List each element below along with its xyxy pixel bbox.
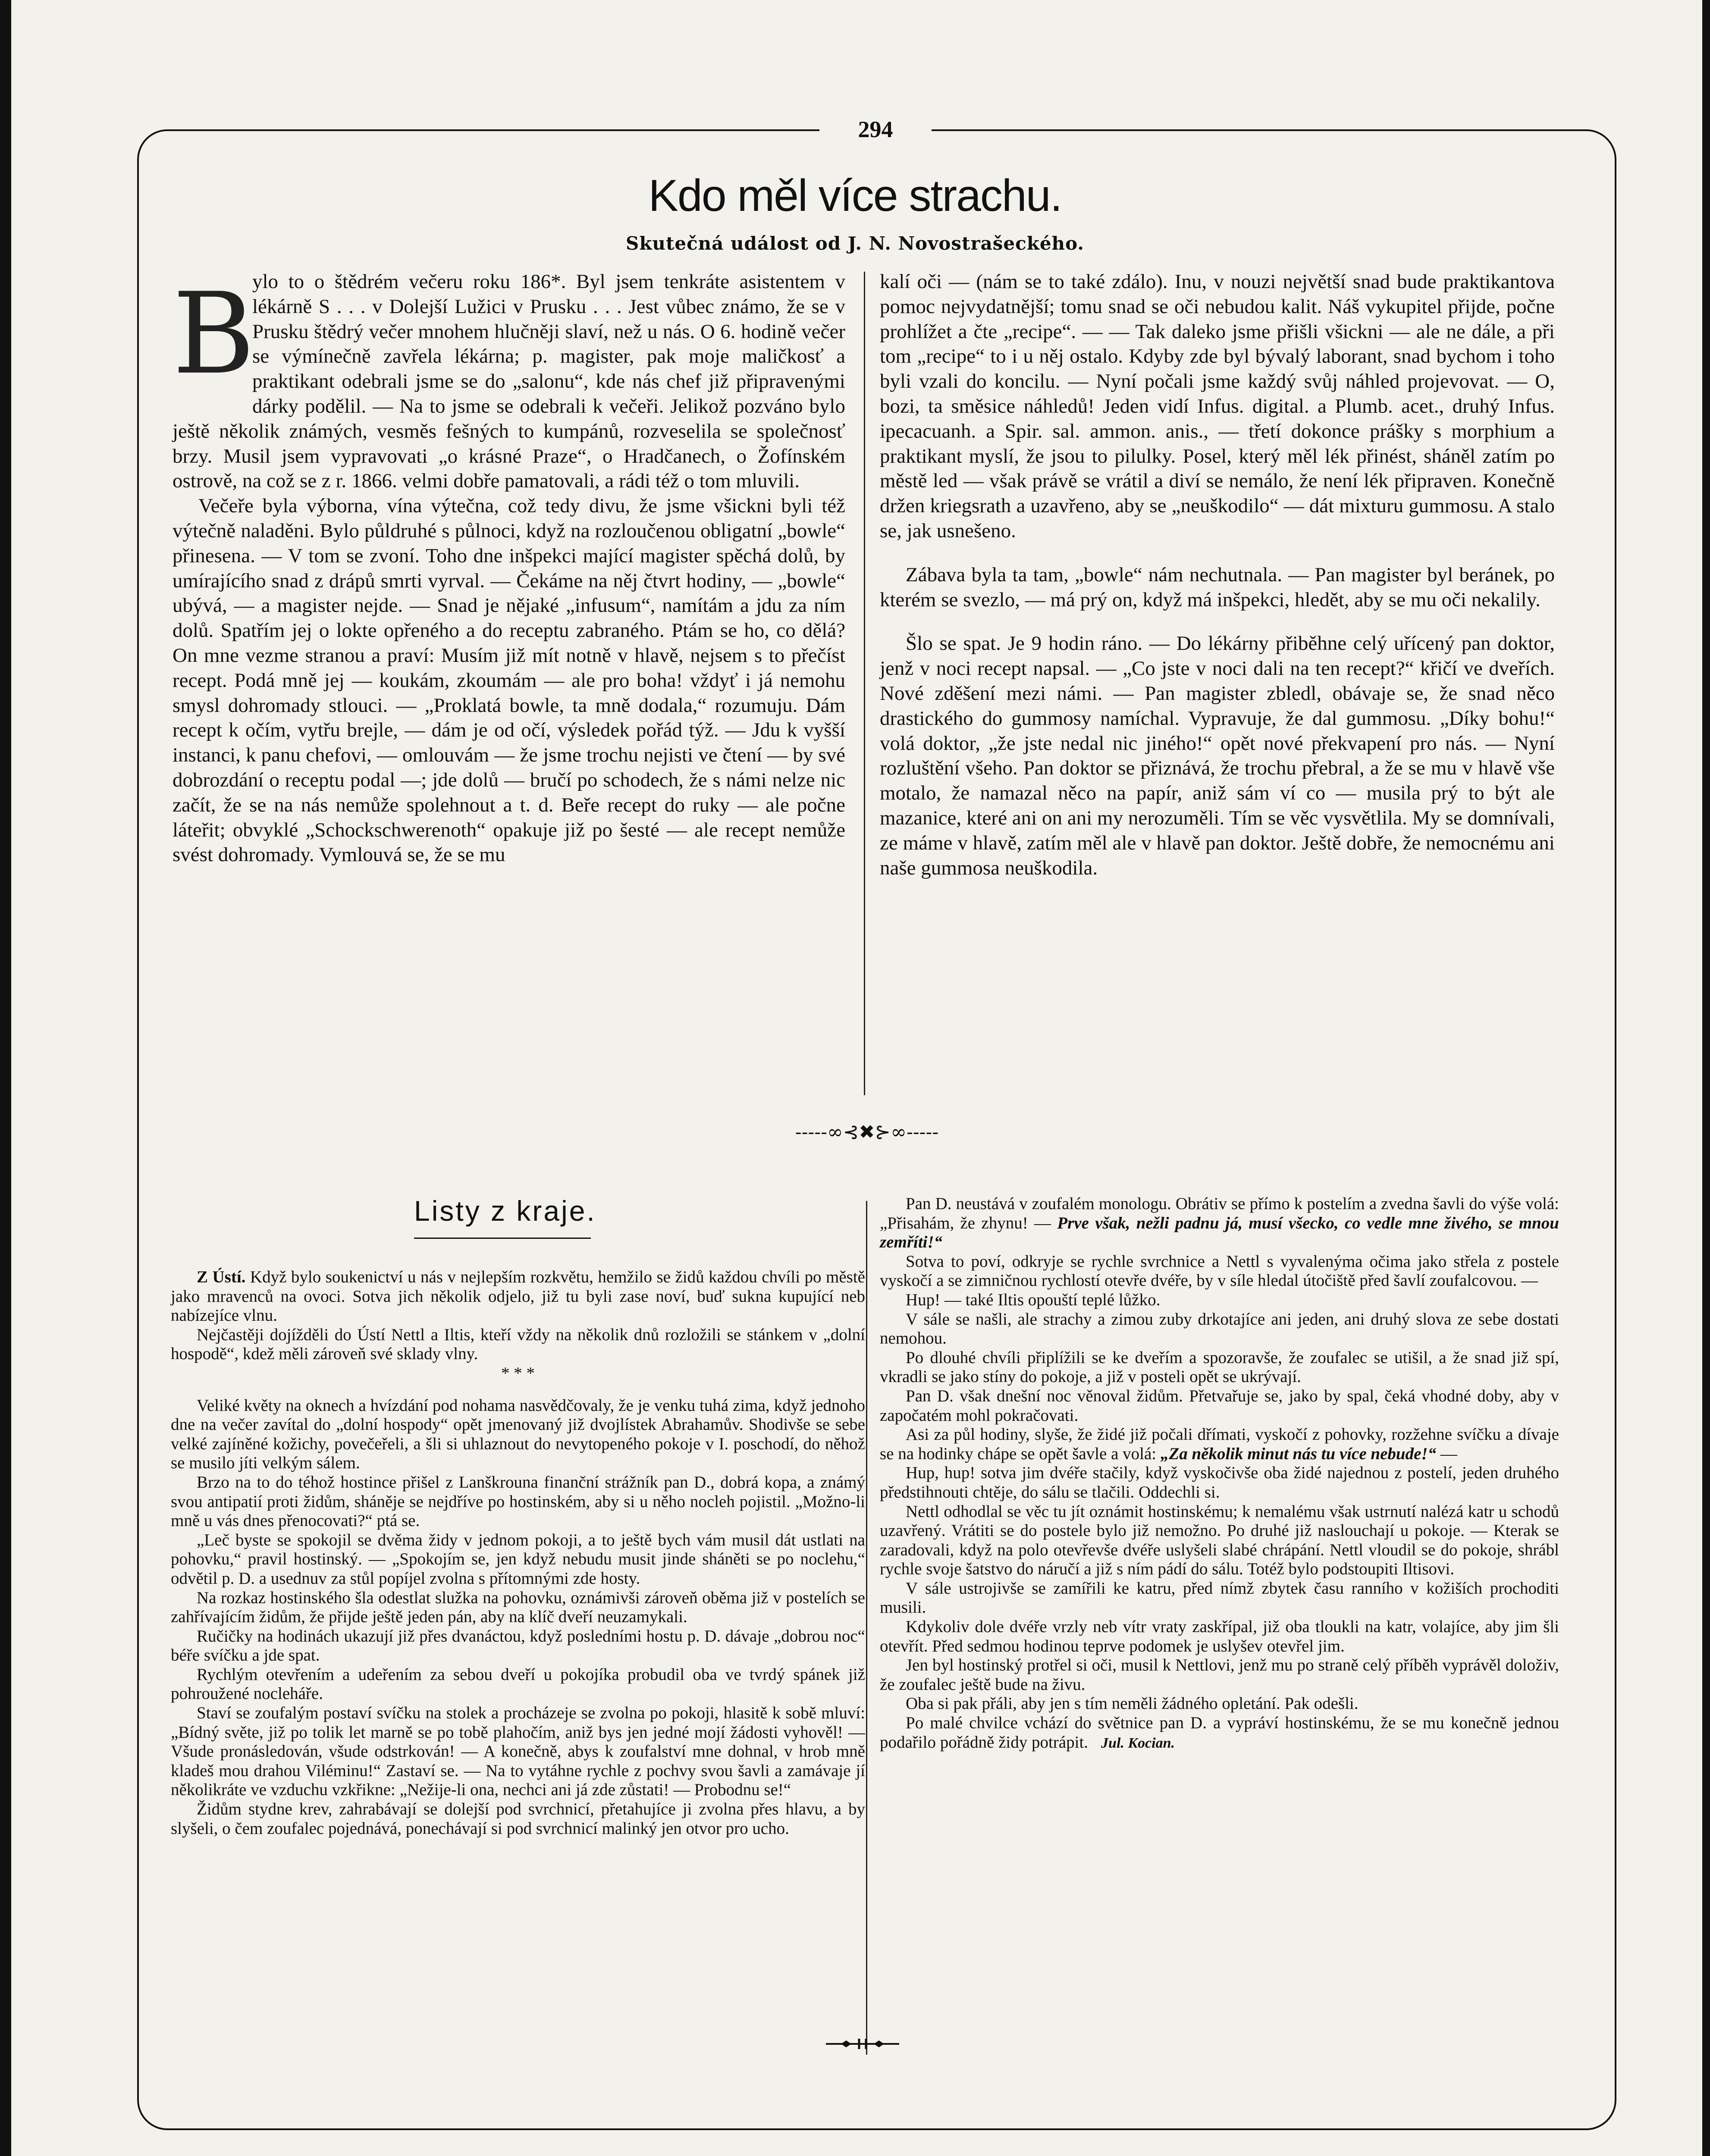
author-signature: Jul. Kocian. <box>1101 1735 1175 1751</box>
section-paragraph <box>880 1194 1559 1252</box>
section-paragraph: V sále se našli, ale strachy a zimou zuby drkotajíce ani jeden, ani druhý slova ze sebe dostati nemohou. <box>880 1310 1559 1348</box>
paragraph-text: Asi za půl hodiny, slyše, že židé již počali dřímati, vyskočí z pohovky, rozžehne svíčku a dívaje se na hodinky chápe se opět šavle a volá: <box>880 1425 1559 1463</box>
section-title-rule <box>414 1238 591 1239</box>
section-ornament: -----∞⊰✖⊱∞----- <box>795 1121 939 1143</box>
paragraph-text: Když bylo soukenictví u nás v nejlepším rozkvětu, hemžilo se židů každou chvíli po městě jako mravenců na ovoci. Sotva jich několik odjelo, již tu byli zase noví, buď sukna kupující neb nabízejíce vlnu. <box>171 1268 865 1325</box>
section-paragraph <box>880 1425 1559 1463</box>
emphasis-text: Prve však, nežli padnu já, musí všecko, co vedle mne živého, se mnou zemříti!“ <box>880 1213 1559 1252</box>
section-paragraph: Oba si pak přáli, aby jen s tím neměli žádného opletání. Pak odešli. <box>906 1694 1359 1713</box>
paragraph-text: Nejčastěji dojížděli do Ústí Nettl a Iltis, kteří vždy na několik dnů rozložili se stánkem v „dolní hospodě“, kdež měli zároveň své sklady vlny. <box>171 1325 865 1363</box>
column-divider <box>866 1201 867 2055</box>
article-paragraph: Zábava byla ta tam, „bowle“ nám nechutnala. — Pan magister byl beránek, po kterém se svezlo, — má prý on, když má inšpekci, hledět, aby se mu oči nekalily. <box>880 563 1555 611</box>
dropcap-letter: B <box>173 269 255 399</box>
section-paragraph: Staví se zoufalým postaví svíčku na stolek a procházeje se zvolna po pokoji, hlasitě k sobě mluví: „Bídný světe, již po tolik let marně se po tobě plahočím, aniž bys jen jedné mojí žádosti vyhověl! — Všude pronásledován, všude odstrkován! — A konečně, abys k zoufalství mne dohnal, v hrob mně kladeš mou drahou Viléminu!“ Zastaví se. — Na to vytáhne rychle z pochvy svou šavli a zamávaje jí několikráte ve vzduchu vzkřikne: „Nežije-li ona, nechci ani já zde zůstati! — Probodnu se!“ <box>171 1704 865 1799</box>
article-paragraph: kalí oči — (nám se to také zdálo). Inu, v nouzi největší snad bude praktikantova pomoc nejvydatnější; tomu snad se oči nebudou kalit. Náš vykupitel přijde, počne prohlížet a čte „recipe“. — — Tak daleko jsme přišli všickni — ale ne dále, a při tom „recipe“ to i u něj ostalo. Kdyby zde byl bývalý laborant, snad bychom i toho byli vzali do koncilu. — Nyní počali jsme každý svůj náhled projevovat. — O, bozi, ta směsice náhledů! Jeden vidí Infus. digital. a Plumb. acet., druhý Infus. ipecacuanh. a Spir. sal. ammon. anis., — třetí dokonce prášky s morphium a praktikant myslí, že jsou to pilulky. Posel, který měl lék přinést, sháněl zatím po městě led — však právě se vrátil a diví se nemálo, že není lék připraven. Konečně držen kriegsrath a uzavřeno, aby se „neuškodilo“ — dát mixturu gummosu. A stalo se, jak usnešeno. <box>880 270 1555 542</box>
paragraph-text: Pan D. neustává v zoufalém monologu. Obrátiv se přímo k postelím a zvedna šavli do výše volá: „Přisahám, že zhynu! — <box>880 1194 1559 1232</box>
scan-edge-left <box>0 0 11 2156</box>
place-lead: Z Ústí. <box>197 1268 246 1286</box>
article-paragraph: Šlo se spat. Je 9 hodin ráno. — Do lékárny přiběhne celý uřícený pan doktor, jenž v noci recept napsal. — „Co jste v noci dali na ten recept?“ křičí ve dveřích. Nové zděšení mezi námi. — Pan magister zbledl, obávaje se, že snad něco drastického do gummosy namíchal. Vypravuje, že dal gummosu. „Díky bohu!“ volá doktor, „že jste nedal nic jiného!“ opět nové překvapení pro nás. — Nyní rozluštění všeho. Pan doktor se přiznává, že trochu přebral, a že se mu v hlavě vše motalo, že namazal něco na papír, aniž sám ví co — musila prý to být ale mazanice, které ani on ani my nerozuměli. Tím se věc vysvětlila. My se domnívali, ze máme v hlavě, zatím měl ale v hlavě pan doktor. Ještě dobře, že nemocnému ani naše gummosa neuškodila. <box>880 632 1555 879</box>
end-ornament-icon <box>824 2035 901 2053</box>
article-column-right <box>880 270 1555 881</box>
article-byline: Skutečná událost od J. N. Novostrašeckého. <box>625 233 1084 254</box>
section-paragraph <box>880 1714 1559 1753</box>
section-paragraph: Hup! — také Iltis opouští teplé lůžko. <box>906 1290 1161 1309</box>
section-paragraph: Židům stydne krev, zahrabávají se dolejší pod svrchnicí, přetahujíce ji zvolna přes hlavu, a by slyšeli, o čem zoufalec pojednává, ponechávají si pod svrchnicí malinký jen otvor pro ucho. <box>171 1800 865 1838</box>
section-paragraph <box>171 1326 865 1364</box>
article-paragraph: Večeře byla výborna, vína výtečna, což tedy divu, že jsme všickni byli též výtečně naladěni. Bylo půldruhé s půlnoci, když na rozloučenou obligatní „bowle“ přinesena. — V tom se zvoní. Toho dne inšpekci mající magister spěchá dolů, by umírajícího snad z drápů smrti vyrval. — Čekáme na něj čtvrt hodiny, — „bowle“ ubývá, — a magister nejde. — Snad je nějaké „infusum“, namítám a jdu za ním dolů. Spatřím jej o lokte opřeného a do receptu zabraného. Ptám se ho, co dělá? On mne vezme stranou a praví: Musím již mít notně v hlavě, nejsem s to přečíst recept. Podá mně jej — koukám, zkoumám — ale pro boha! vždyť i já nemohu smysl dohromady stlouci. — „Proklatá bowle, ta mně dodala,“ rozumuju. Dám recept k očím, vytřu brejle, — dám je od očí, výsledek pořád týž. — Jdu k vyšší instanci, k panu chefovi, — omlouvám — že jsme trochu nejisti ve čtení — by své dobrozdání o receptu podal —; jde dolů — bručí po schodech, že s námi nelze nic začít, že se na nás nemůže spolehnout a t. d. Beře recept do ruky — ale počne láteřit; obvyklé „Schockschwerenoth“ opakuje již po šesté — ale recept nemůže svést dohromady. Vymlouvá se, že se mu <box>173 495 845 866</box>
section-paragraph: Nettl odhodlal se věc tu jít oznámit hostinskému; k nemalému však ustrnutí nalézá katr u schodů uzavřený. Vrátiti se do postele bylo již nemožno. Po druhé již naslouchají u pokoje. — Kterak se zaradovali, když na polo otevřevše dvéře uslyšeli slabé chrápání. Nettl vloudil se do pokoje, shrábl rychle svoje šatstvo do náručí a již s ním pádí do sálu. Totéž bylo podstoupiti Iltisovi. <box>880 1502 1559 1579</box>
section-paragraph: Kdykoliv dole dvéře vrzly neb vítr vraty zaskřípal, již oba tloukli na katr, volajíce, aby jim šli otevřít. Před sedmou hodinou teprve podomek je uslyšev otevřel jim. <box>880 1617 1559 1655</box>
section-paragraph: „Leč byste se spokojil se dvěma židy v jednom pokoji, a to ještě bych vám musil dát ustlati na pohovku,“ pravil hostinský. — „Spokojím se, jen když nebudu musit jinde sháněti se po noclehu,“ odvětil p. D. a usednuv za stůl popíjel zvolna s přítomnými zde hosty. <box>171 1530 865 1588</box>
column-divider <box>864 272 865 1095</box>
page-number: 294 <box>819 114 932 144</box>
section-column-right <box>880 1194 1559 1753</box>
section-paragraph: Sotva to poví, odkryje se rychle svrchnice a Nettl s vyvalenýma očima jako střela z postele vyskočí a se zimničnou rychlostí otevře dvéře, by v síle hledal útočiště před šavlí zoufalcovou. — <box>880 1252 1559 1290</box>
paragraph-text: — <box>1436 1444 1457 1463</box>
paragraph-text: Po malé chvilce vchází do světnice pan D. a vypráví hostinskému, že se mu konečně jednou podařilo pořádně židy potrápit. <box>880 1714 1559 1752</box>
section-paragraph: Jen byl hostinský protřel si oči, musil k Nettlovi, jenž mu po straně celý příběh vyprávěl doloživ, že zoufalec ještě bude na živu. <box>880 1656 1559 1694</box>
section-paragraph: V sále ustrojivše se zamířili ke katru, před nímž zbytek času ranního v kožiších prochoditi musili. <box>880 1579 1559 1617</box>
section-paragraph: Pan D. však dnešní noc věnoval židům. Přetvařuje se, jako by spal, čeká vhodné doby, aby v započatém mohl pokračovati. <box>880 1386 1559 1425</box>
section-paragraph: Hup, hup! sotva jim dvéře stačily, když vyskočivše oba židé najednou z postelí, jeden druhého předstihnouti chtěje, do sálu se tlačili. Oddechli si. <box>880 1463 1559 1501</box>
section-paragraph: Na rozkaz hostinského šla odestlat služka na pohovku, oznámivši zároveň oběma již v postelích se zahřívajícím židům, že přijde ještě jeden pán, aby na klíč dveří neuzamykali. <box>171 1588 865 1626</box>
end-ornament <box>824 2035 901 2053</box>
scan-edge-right <box>1702 0 1710 2156</box>
section-paragraph: Po dlouhé chvíli připlížili se ke dveřím a spozoravše, že zoufalec se utišil, a že snad již spí, vkradli se jako stíny do pokoje, a již v posteli opět se ukrývají. <box>880 1348 1559 1386</box>
section-paragraph: Veliké květy na oknech a hvízdání pod nohama nasvědčovaly, že je venku tuhá zima, když jednoho dne na večer zavítal do „dolní hospody“ opět jmenovaný již dvojlístek Abrahamův. Shodivše se sebe velké zajíněné kožichy, povečeřeli, a šli si uhlaznout do nevytopeného pokoje v I. poschodí, do něhož se musilo jíti velkým sálem. <box>171 1396 865 1473</box>
article-paragraph: ylo to o štědrém večeru roku 186*. Byl jsem tenkráte asistentem v lékárně S . . . v Dolejší Lužici v Prusku . . . Jest vůbec známo, že se v Prusku štědrý večer mnohem hlučněji slaví, než u nás. O 6. hodině večer se výmínečně zavřela lékárna; p. magister, pak moje maličkosť a praktikant odebrali jsme se do „salonu“, kde nás chef již připravenými dárky podělil. — Na to jsme se odebrali k večeři. Jelikož pozváno bylo ještě několik známých, vesměs fešných to kumpánů, rozveselila se společnosť brzy. Musil jsem vypravovati „o krásné Praze“, o Hradčanech, o Žofínském ostrově, na což se z r. 1866. velmi dobře pamatovali, a rádi též o tom mluvili. <box>173 270 845 492</box>
section-paragraph: Rychlým otevřením a udeřením za sebou dveří u pokojíka probudil oba ve tvrdý spánek již pohroužené nocleháře. <box>171 1665 865 1703</box>
title-spacer <box>171 1216 865 1268</box>
section-column-left <box>171 1216 865 1838</box>
emphasis-text: „Za několik minut nás tu více nebude!“ <box>1160 1444 1437 1463</box>
article-column-left <box>173 270 845 868</box>
article-title: Kdo měl více strachu. <box>648 171 1062 221</box>
section-title: Listy z kraje. <box>414 1195 596 1227</box>
section-stars: * * * <box>501 1363 535 1382</box>
section-paragraph <box>171 1268 865 1326</box>
section-paragraph: Ručičky na hodinách ukazují již přes dvanáctou, když posledními hostu p. D. dávaje „dobrou noc“ béře svíčku a jde spat. <box>171 1626 865 1665</box>
section-paragraph: Brzo na to do téhož hostince přišel z Lanškrouna finanční strážník pan D., dobrá kopa, a známý svou antipatií proti židům, sháněje se nejdříve po hostinském, aby si u něho nocleh pojistil. „Možno-li mně u vás dnes přenocovati?“ ptá se. <box>171 1473 865 1530</box>
